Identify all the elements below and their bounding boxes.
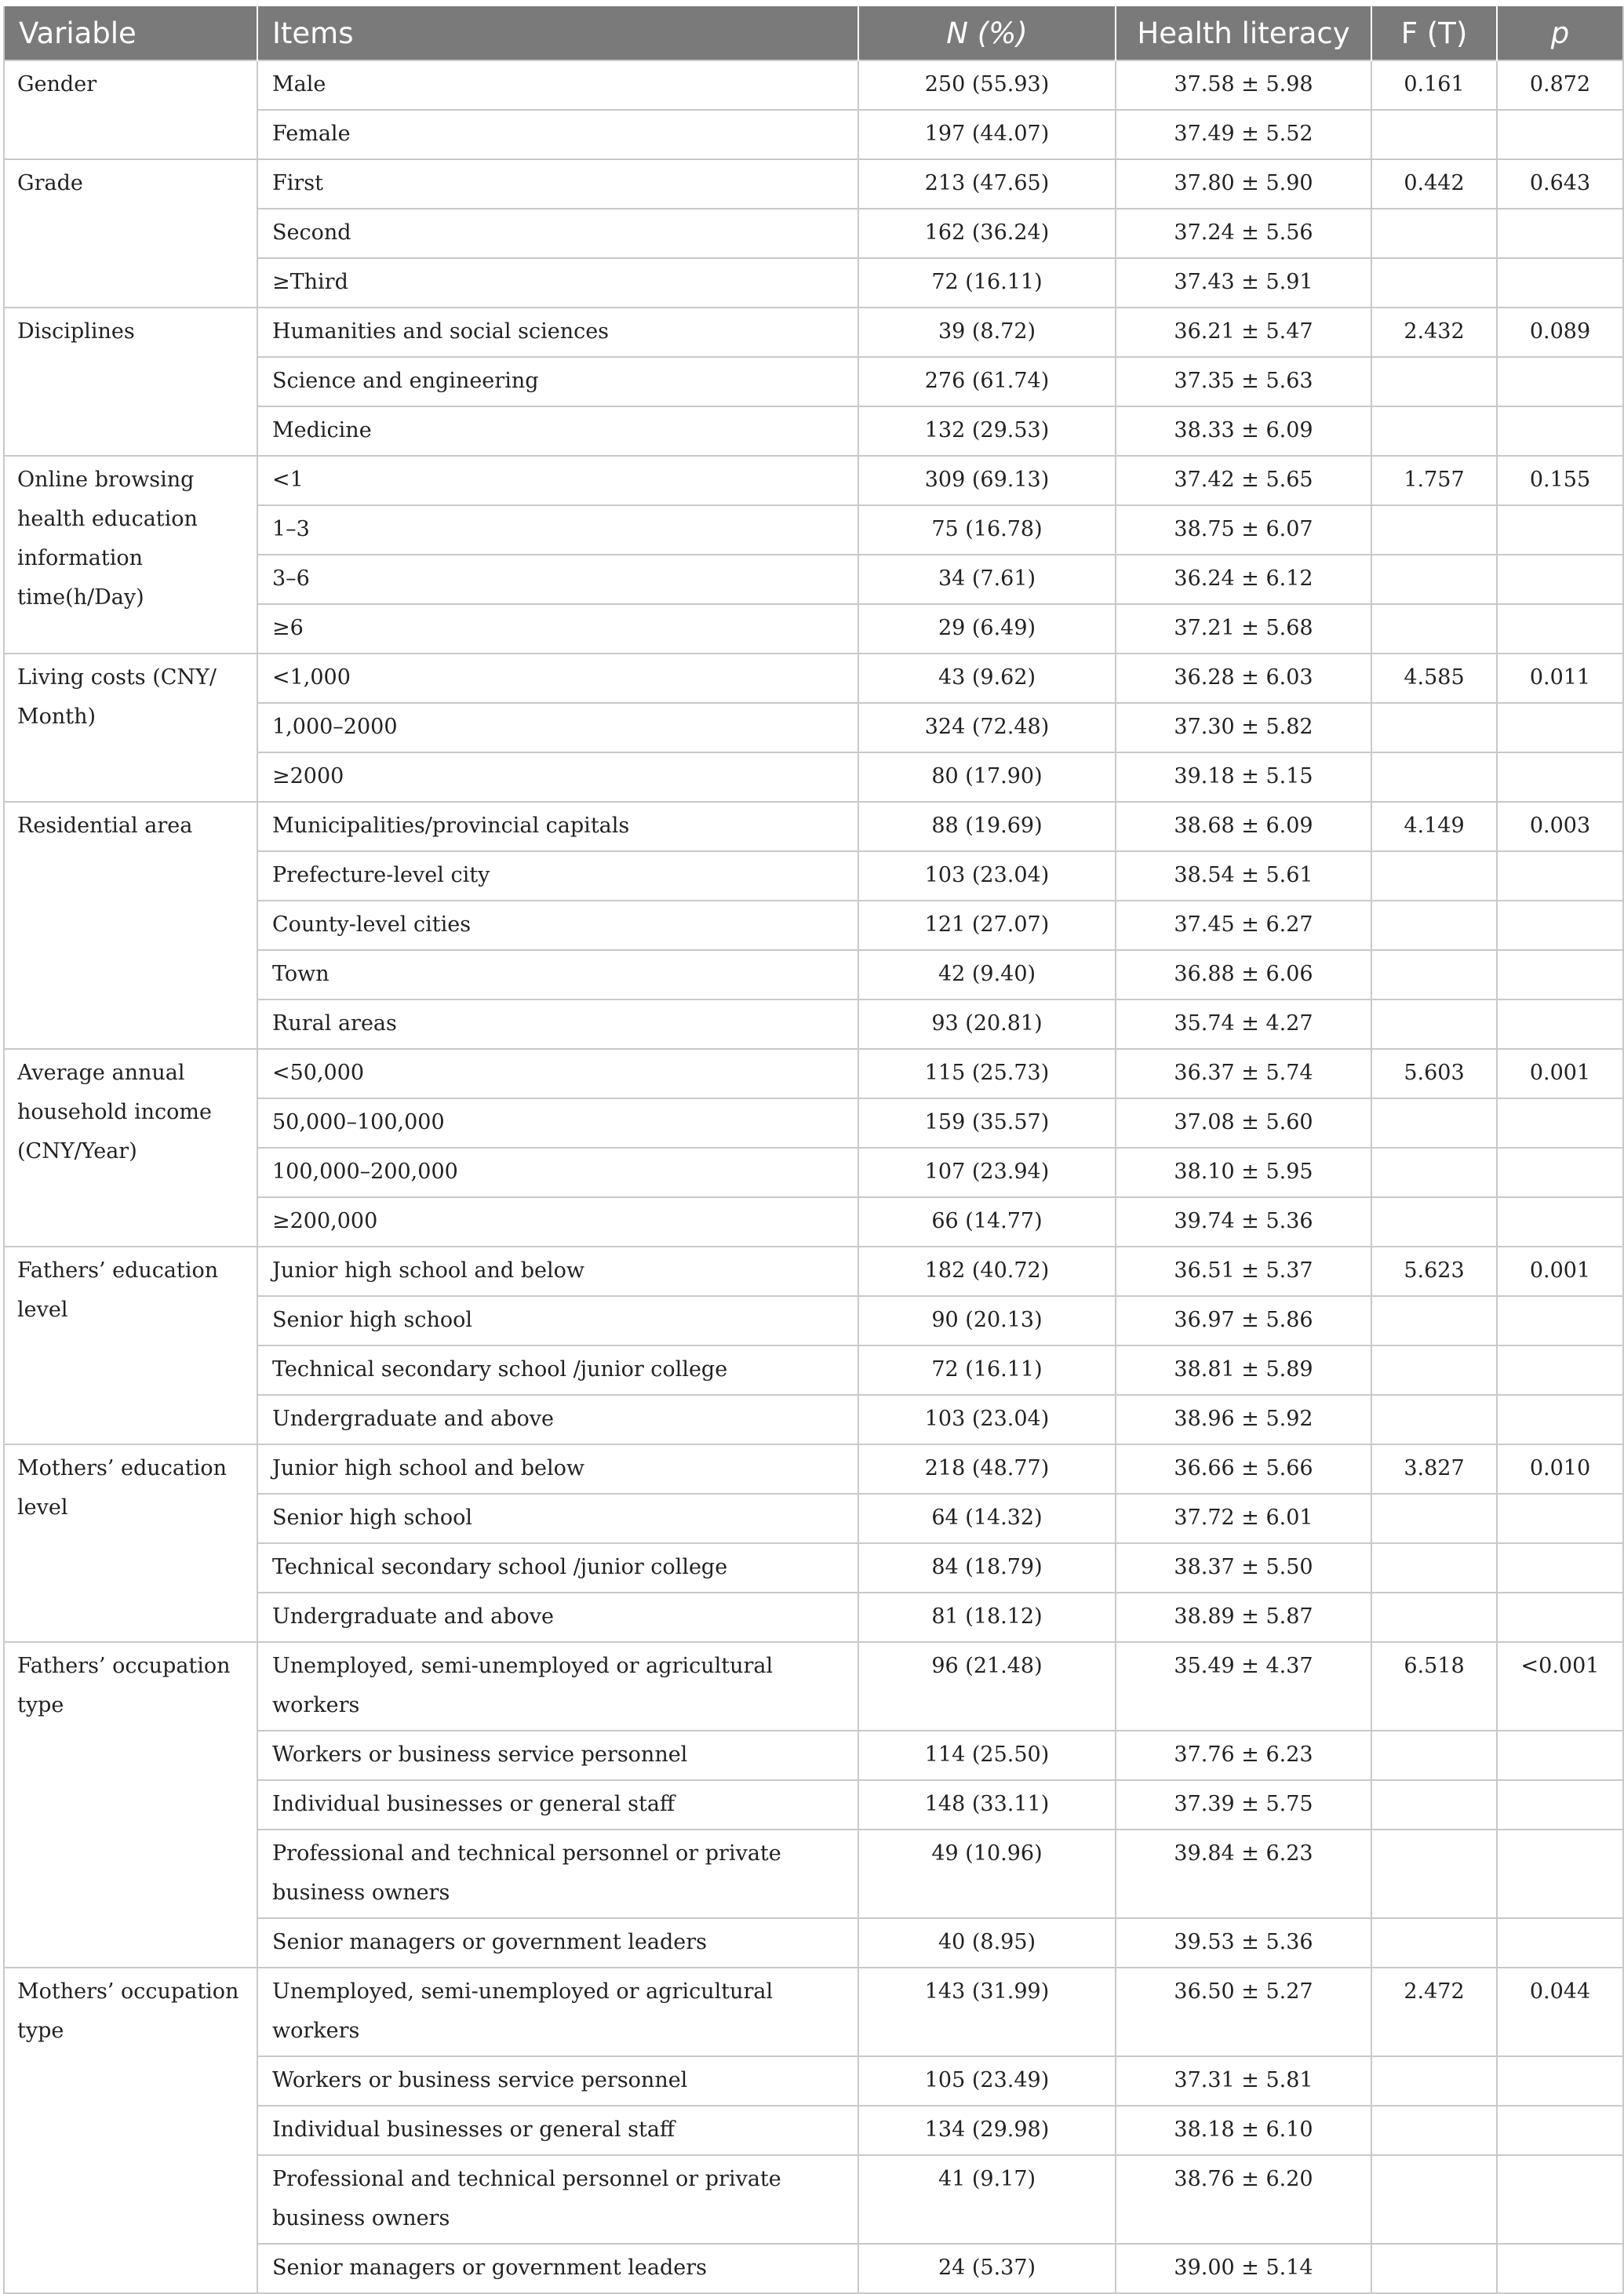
f-t-cell [1371, 555, 1497, 604]
p-value-cell [1497, 258, 1623, 308]
item-cell: Senior high school [257, 1494, 858, 1543]
p-value-cell [1497, 1098, 1623, 1148]
p-value-cell: 0.011 [1497, 654, 1623, 703]
item-cell: Senior managers or government leaders [257, 1918, 858, 1968]
p-value-cell [1497, 555, 1623, 604]
f-t-cell [1371, 1780, 1497, 1830]
health-literacy-cell: 36.50 ± 5.27 [1116, 1968, 1371, 2056]
n-percent-cell: 197 (44.07) [858, 110, 1116, 159]
item-cell: County-level cities [257, 901, 858, 950]
f-t-cell: 5.623 [1371, 1247, 1497, 1296]
table-row [4, 159, 1623, 209]
n-percent-cell: 134 (29.98) [858, 2106, 1116, 2155]
p-value-cell [1497, 1197, 1623, 1247]
variable-cell: Average annual household income (CNY/Year) [4, 1049, 257, 1247]
variable-cell: Grade [4, 159, 257, 308]
f-t-cell [1371, 1731, 1497, 1780]
variable-cell: Living costs (CNY/ Month) [4, 654, 257, 802]
item-cell: <50,000 [257, 1049, 858, 1098]
header-variable: Variable [4, 6, 257, 60]
item-cell: ≥2000 [257, 752, 858, 802]
health-literacy-cell: 36.97 ± 5.86 [1116, 1296, 1371, 1345]
item-cell: Junior high school and below [257, 1247, 858, 1296]
n-percent-cell: 34 (7.61) [858, 555, 1116, 604]
f-t-cell [1371, 1395, 1497, 1444]
p-value-cell: 0.001 [1497, 1049, 1623, 1098]
item-cell: 50,000–100,000 [257, 1098, 858, 1148]
p-value-cell [1497, 505, 1623, 555]
health-literacy-cell: 37.08 ± 5.60 [1116, 1098, 1371, 1148]
p-value-cell [1497, 1780, 1623, 1830]
health-literacy-cell: 38.37 ± 5.50 [1116, 1543, 1371, 1593]
table-row [4, 456, 1623, 505]
health-literacy-cell: 37.76 ± 6.23 [1116, 1731, 1371, 1780]
p-value-cell [1497, 604, 1623, 654]
p-value-cell [1497, 901, 1623, 950]
health-literacy-cell: 38.18 ± 6.10 [1116, 2106, 1371, 2155]
p-value-cell [1497, 1918, 1623, 1968]
f-t-cell [1371, 1148, 1497, 1197]
p-value-cell [1497, 2244, 1623, 2293]
n-percent-cell: 159 (35.57) [858, 1098, 1116, 1148]
header-n-percent-label: N (%) [946, 16, 1028, 50]
f-t-cell: 0.161 [1371, 60, 1497, 110]
health-literacy-cell: 38.76 ± 6.20 [1116, 2155, 1371, 2244]
p-value-cell [1497, 950, 1623, 1000]
p-value-cell: 0.010 [1497, 1444, 1623, 1494]
item-cell: ≥200,000 [257, 1197, 858, 1247]
n-percent-cell: 103 (23.04) [858, 1395, 1116, 1444]
item-cell: Individual businesses or general staff [257, 2106, 858, 2155]
f-t-cell [1371, 1918, 1497, 1968]
health-literacy-cell: 37.42 ± 5.65 [1116, 456, 1371, 505]
health-literacy-cell: 35.74 ± 4.27 [1116, 1000, 1371, 1049]
item-cell: Unemployed, semi-unemployed or agricultural workers [257, 1968, 858, 2056]
health-literacy-cell: 37.35 ± 5.63 [1116, 357, 1371, 406]
p-value-cell [1497, 357, 1623, 406]
f-t-cell [1371, 1494, 1497, 1543]
item-cell: Professional and technical personnel or private business owners [257, 1830, 858, 1918]
p-value-cell [1497, 110, 1623, 159]
f-t-cell [1371, 901, 1497, 950]
table-row [4, 1642, 1623, 1731]
p-value-cell [1497, 1000, 1623, 1049]
p-value-cell [1497, 209, 1623, 258]
variable-cell: Online browsing health education information time(h/Day) [4, 456, 257, 654]
n-percent-cell: 88 (19.69) [858, 802, 1116, 851]
item-cell: ≥Third [257, 258, 858, 308]
header-n-percent [858, 6, 1116, 60]
f-t-cell [1371, 1593, 1497, 1642]
item-cell: Senior managers or government leaders [257, 2244, 858, 2293]
p-value-cell: 0.001 [1497, 1247, 1623, 1296]
n-percent-cell: 43 (9.62) [858, 654, 1116, 703]
item-cell: ≥6 [257, 604, 858, 654]
health-literacy-cell: 36.51 ± 5.37 [1116, 1247, 1371, 1296]
item-cell: Prefecture-level city [257, 851, 858, 901]
f-t-cell: 5.603 [1371, 1049, 1497, 1098]
f-t-cell [1371, 1000, 1497, 1049]
n-percent-cell: 81 (18.12) [858, 1593, 1116, 1642]
health-literacy-cell: 36.37 ± 5.74 [1116, 1049, 1371, 1098]
f-t-cell [1371, 1543, 1497, 1593]
n-percent-cell: 218 (48.77) [858, 1444, 1116, 1494]
n-percent-cell: 84 (18.79) [858, 1543, 1116, 1593]
n-percent-cell: 103 (23.04) [858, 851, 1116, 901]
p-value-cell [1497, 752, 1623, 802]
health-literacy-cell: 36.88 ± 6.06 [1116, 950, 1371, 1000]
p-value-cell [1497, 406, 1623, 456]
f-t-cell [1371, 604, 1497, 654]
item-cell: Technical secondary school /junior college [257, 1543, 858, 1593]
p-value-cell [1497, 1543, 1623, 1593]
header-row [4, 6, 1623, 60]
health-literacy-cell: 39.18 ± 5.15 [1116, 752, 1371, 802]
health-literacy-cell: 36.21 ± 5.47 [1116, 308, 1371, 357]
f-t-cell [1371, 752, 1497, 802]
p-value-cell [1497, 2056, 1623, 2106]
n-percent-cell: 49 (10.96) [858, 1830, 1116, 1918]
f-t-cell [1371, 2244, 1497, 2293]
p-value-cell: 0.643 [1497, 159, 1623, 209]
f-t-cell [1371, 209, 1497, 258]
n-percent-cell: 66 (14.77) [858, 1197, 1116, 1247]
f-t-cell: 2.432 [1371, 308, 1497, 357]
n-percent-cell: 250 (55.93) [858, 60, 1116, 110]
n-percent-cell: 121 (27.07) [858, 901, 1116, 950]
item-cell: Technical secondary school /junior college [257, 1345, 858, 1395]
n-percent-cell: 182 (40.72) [858, 1247, 1116, 1296]
health-literacy-cell: 37.31 ± 5.81 [1116, 2056, 1371, 2106]
health-literacy-cell: 39.00 ± 5.14 [1116, 2244, 1371, 2293]
n-percent-cell: 105 (23.49) [858, 2056, 1116, 2106]
health-literacy-cell: 38.75 ± 6.07 [1116, 505, 1371, 555]
health-literacy-cell: 37.80 ± 5.90 [1116, 159, 1371, 209]
f-t-cell [1371, 2155, 1497, 2244]
f-t-cell [1371, 1197, 1497, 1247]
n-percent-cell: 75 (16.78) [858, 505, 1116, 555]
f-t-cell: 1.757 [1371, 456, 1497, 505]
header-p [1497, 6, 1623, 60]
p-value-cell [1497, 1593, 1623, 1642]
n-percent-cell: 132 (29.53) [858, 406, 1116, 456]
health-literacy-cell: 38.33 ± 6.09 [1116, 406, 1371, 456]
f-t-cell [1371, 258, 1497, 308]
item-cell: 1–3 [257, 505, 858, 555]
f-t-cell [1371, 357, 1497, 406]
n-percent-cell: 90 (20.13) [858, 1296, 1116, 1345]
p-value-cell: 0.155 [1497, 456, 1623, 505]
header-items: Items [257, 6, 858, 60]
item-cell: 3–6 [257, 555, 858, 604]
f-t-cell [1371, 1830, 1497, 1918]
health-literacy-cell: 37.45 ± 6.27 [1116, 901, 1371, 950]
item-cell: <1 [257, 456, 858, 505]
n-percent-cell: 213 (47.65) [858, 159, 1116, 209]
health-literacy-cell: 35.49 ± 4.37 [1116, 1642, 1371, 1731]
item-cell: Municipalities/provincial capitals [257, 802, 858, 851]
table-row [4, 308, 1623, 357]
item-cell: Second [257, 209, 858, 258]
item-cell: Undergraduate and above [257, 1395, 858, 1444]
item-cell: Female [257, 110, 858, 159]
item-cell: Senior high school [257, 1296, 858, 1345]
item-cell: Science and engineering [257, 357, 858, 406]
p-value-cell [1497, 1296, 1623, 1345]
table-row [4, 1444, 1623, 1494]
f-t-cell: 4.149 [1371, 802, 1497, 851]
f-t-cell [1371, 1345, 1497, 1395]
item-cell: Workers or business service personnel [257, 1731, 858, 1780]
f-t-cell: 3.827 [1371, 1444, 1497, 1494]
item-cell: Male [257, 60, 858, 110]
f-t-cell: 6.518 [1371, 1642, 1497, 1731]
f-t-cell: 2.472 [1371, 1968, 1497, 2056]
item-cell: <1,000 [257, 654, 858, 703]
p-value-cell [1497, 1494, 1623, 1543]
health-literacy-cell: 38.10 ± 5.95 [1116, 1148, 1371, 1197]
table-row [4, 60, 1623, 110]
table-header [4, 6, 1623, 60]
health-literacy-cell: 36.66 ± 5.66 [1116, 1444, 1371, 1494]
health-literacy-cell: 37.58 ± 5.98 [1116, 60, 1371, 110]
item-cell: Junior high school and below [257, 1444, 858, 1494]
n-percent-cell: 309 (69.13) [858, 456, 1116, 505]
item-cell: Humanities and social sciences [257, 308, 858, 357]
n-percent-cell: 80 (17.90) [858, 752, 1116, 802]
n-percent-cell: 324 (72.48) [858, 703, 1116, 752]
item-cell: Medicine [257, 406, 858, 456]
p-value-cell [1497, 1830, 1623, 1918]
n-percent-cell: 93 (20.81) [858, 1000, 1116, 1049]
n-percent-cell: 162 (36.24) [858, 209, 1116, 258]
item-cell: Unemployed, semi-unemployed or agricultural workers [257, 1642, 858, 1731]
health-literacy-table [3, 6, 1624, 2294]
variable-cell: Fathers’ occupation type [4, 1642, 257, 1968]
p-value-cell [1497, 851, 1623, 901]
health-literacy-cell: 37.72 ± 6.01 [1116, 1494, 1371, 1543]
n-percent-cell: 42 (9.40) [858, 950, 1116, 1000]
health-literacy-cell: 36.28 ± 6.03 [1116, 654, 1371, 703]
item-cell: 100,000–200,000 [257, 1148, 858, 1197]
health-literacy-cell: 38.81 ± 5.89 [1116, 1345, 1371, 1395]
variable-cell: Fathers’ education level [4, 1247, 257, 1444]
n-percent-cell: 72 (16.11) [858, 258, 1116, 308]
table-row [4, 1968, 1623, 2056]
item-cell: First [257, 159, 858, 209]
f-t-cell [1371, 406, 1497, 456]
variable-cell: Residential area [4, 802, 257, 1049]
health-literacy-cell: 39.53 ± 5.36 [1116, 1918, 1371, 1968]
p-value-cell [1497, 703, 1623, 752]
variable-cell: Gender [4, 60, 257, 159]
n-percent-cell: 41 (9.17) [858, 2155, 1116, 2244]
health-literacy-cell: 39.84 ± 6.23 [1116, 1830, 1371, 1918]
p-value-cell [1497, 2106, 1623, 2155]
item-cell: 1,000–2000 [257, 703, 858, 752]
health-literacy-cell: 38.54 ± 5.61 [1116, 851, 1371, 901]
health-literacy-cell: 38.68 ± 6.09 [1116, 802, 1371, 851]
health-literacy-cell: 36.24 ± 6.12 [1116, 555, 1371, 604]
health-literacy-cell: 38.96 ± 5.92 [1116, 1395, 1371, 1444]
f-t-cell [1371, 1098, 1497, 1148]
n-percent-cell: 114 (25.50) [858, 1731, 1116, 1780]
p-value-cell [1497, 1148, 1623, 1197]
item-cell: Individual businesses or general staff [257, 1780, 858, 1830]
n-percent-cell: 115 (25.73) [858, 1049, 1116, 1098]
table-row [4, 1049, 1623, 1098]
health-literacy-cell: 37.43 ± 5.91 [1116, 258, 1371, 308]
header-health-literacy: Health literacy [1116, 6, 1371, 60]
p-value-cell [1497, 1345, 1623, 1395]
n-percent-cell: 72 (16.11) [858, 1345, 1116, 1395]
f-t-cell [1371, 851, 1497, 901]
p-value-cell: <0.001 [1497, 1642, 1623, 1731]
f-t-cell: 0.442 [1371, 159, 1497, 209]
variable-cell: Mothers’ education level [4, 1444, 257, 1642]
health-literacy-cell: 37.39 ± 5.75 [1116, 1780, 1371, 1830]
item-cell: Workers or business service personnel [257, 2056, 858, 2106]
item-cell: Town [257, 950, 858, 1000]
n-percent-cell: 29 (6.49) [858, 604, 1116, 654]
p-value-cell [1497, 1731, 1623, 1780]
f-t-cell [1371, 2106, 1497, 2155]
item-cell: Professional and technical personnel or private business owners [257, 2155, 858, 2244]
p-value-cell [1497, 2155, 1623, 2244]
item-cell: Rural areas [257, 1000, 858, 1049]
n-percent-cell: 96 (21.48) [858, 1642, 1116, 1731]
header-f-t: F (T) [1371, 6, 1497, 60]
table-body [4, 60, 1623, 2293]
f-t-cell [1371, 110, 1497, 159]
f-t-cell [1371, 950, 1497, 1000]
p-value-cell: 0.044 [1497, 1968, 1623, 2056]
table-row [4, 802, 1623, 851]
health-literacy-cell: 38.89 ± 5.87 [1116, 1593, 1371, 1642]
table-container [3, 6, 1622, 2294]
n-percent-cell: 143 (31.99) [858, 1968, 1116, 2056]
health-literacy-cell: 37.49 ± 5.52 [1116, 110, 1371, 159]
header-p-label: p [1550, 16, 1570, 50]
n-percent-cell: 276 (61.74) [858, 357, 1116, 406]
p-value-cell: 0.872 [1497, 60, 1623, 110]
p-value-cell: 0.003 [1497, 802, 1623, 851]
n-percent-cell: 40 (8.95) [858, 1918, 1116, 1968]
n-percent-cell: 107 (23.94) [858, 1148, 1116, 1197]
table-row [4, 654, 1623, 703]
p-value-cell: 0.089 [1497, 308, 1623, 357]
table-row [4, 1247, 1623, 1296]
f-t-cell [1371, 505, 1497, 555]
f-t-cell [1371, 703, 1497, 752]
f-t-cell [1371, 1296, 1497, 1345]
p-value-cell [1497, 1395, 1623, 1444]
n-percent-cell: 64 (14.32) [858, 1494, 1116, 1543]
variable-cell: Disciplines [4, 308, 257, 456]
health-literacy-cell: 37.24 ± 5.56 [1116, 209, 1371, 258]
n-percent-cell: 148 (33.11) [858, 1780, 1116, 1830]
f-t-cell [1371, 2056, 1497, 2106]
health-literacy-cell: 39.74 ± 5.36 [1116, 1197, 1371, 1247]
health-literacy-cell: 37.21 ± 5.68 [1116, 604, 1371, 654]
variable-cell: Mothers’ occupation type [4, 1968, 257, 2293]
item-cell: Undergraduate and above [257, 1593, 858, 1642]
n-percent-cell: 24 (5.37) [858, 2244, 1116, 2293]
n-percent-cell: 39 (8.72) [858, 308, 1116, 357]
f-t-cell: 4.585 [1371, 654, 1497, 703]
health-literacy-cell: 37.30 ± 5.82 [1116, 703, 1371, 752]
